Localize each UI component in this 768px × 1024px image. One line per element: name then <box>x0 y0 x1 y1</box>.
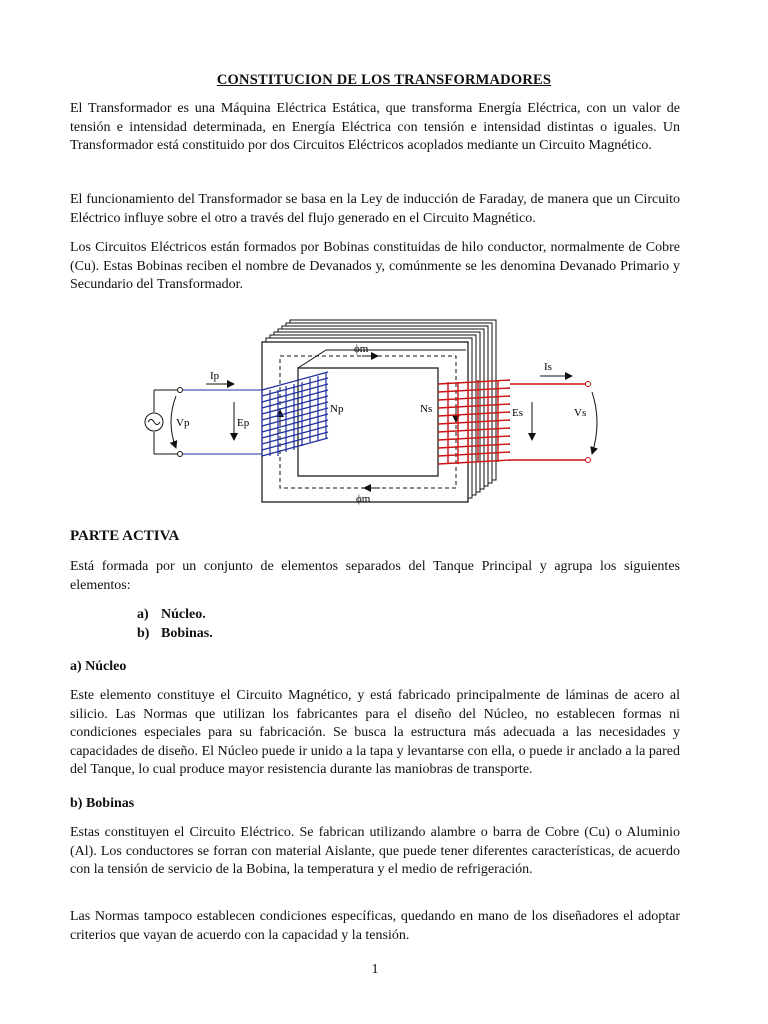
label-vs: Vs <box>574 407 587 419</box>
label-np: Np <box>330 403 344 415</box>
page-number: 1 <box>371 962 379 977</box>
parte-activa-list <box>137 605 213 643</box>
list-item: b) Bobinas. <box>137 626 213 641</box>
label-ip: Ip <box>210 370 220 382</box>
transformer-diagram <box>140 312 610 512</box>
nucleo-heading: a) Núcleo <box>70 659 127 674</box>
nucleo-paragraph: Este elemento constituye el Circuito Magnético, y está fabricado principalmente de láminas de acero al silicio. Las Normas que utilizan los fabricantes para el diseño del Núcleo, no establecen formas ni condiciones especiales para su fabricación. Se busca la estructura más adecuada a las necesidades y capacidades de diseño. El Núcleo puede ir unido a la tapa y levantarse con ella, o puede ir anclado a la pared del Tanque, lo cual produce mayor resistencia durante las maniobras de transporte. <box>70 688 680 777</box>
list-item: a) Núcleo. <box>137 607 206 622</box>
label-ep: Ep <box>237 417 250 429</box>
label-is: Is <box>544 361 552 373</box>
bobinas-paragraph-1: Estas constituyen el Circuito Eléctrico. Se fabrican utilizando alambre o barra de Cobre (Cu) o Aluminio (Al). Los conductores se forran con material Aislante, que puede tener diferentes características, de acuerdo con la tensión de servicio de la Bobina, la temperatura y el medio de refrigeración. <box>70 825 680 877</box>
document-title: CONSTITUCION DE LOS TRANSFORMADORES <box>216 72 552 88</box>
secondary-circuit <box>510 384 588 460</box>
intro-paragraph-3: Los Circuitos Eléctricos están formados por Bobinas constituidas de hilo conductor, normalmente de Cobre (Cu). Estas Bobinas reciben el nombre de Devanados y, comúnmente se les denomina Devanado Primario y Secundario del Transformador. <box>70 240 680 292</box>
primary-circuit <box>180 390 262 454</box>
label-es: Es <box>512 407 523 419</box>
bobinas-heading: b) Bobinas <box>70 796 135 811</box>
parte-activa-heading: PARTE ACTIVA <box>70 528 180 544</box>
label-flux-bottom: ϕm <box>356 493 371 505</box>
label-flux-top: ϕm <box>354 343 369 355</box>
parte-activa-intro: Está formada por un conjunto de elementos separados del Tanque Principal y agrupa los siguientes elementos: <box>70 559 680 593</box>
label-ns: Ns <box>420 403 433 415</box>
intro-paragraph-1: El Transformador es una Máquina Eléctrica Estática, que transforma Energía Eléctrica, con un valor de tensión e intensidad determinada, en Energía Eléctrica con tensión e intensidad distintas o iguales. Un Transformador está constituido por dos Circuitos Eléctricos acoplados mediante un Circuito Magnético. <box>70 101 680 153</box>
label-vp: Vp <box>176 417 190 429</box>
intro-paragraph-2: El funcionamiento del Transformador se basa en la Ley de inducción de Faraday, de manera que un Circuito Eléctrico influye sobre el otro a través del flujo generado en el Circuito Magnético. <box>70 192 680 226</box>
bobinas-paragraph-2: Las Normas tampoco establecen condiciones específicas, quedando en mano de los diseñadores el adoptar criterios que vayan de acuerdo con la capacidad y la tensión. <box>70 909 680 943</box>
